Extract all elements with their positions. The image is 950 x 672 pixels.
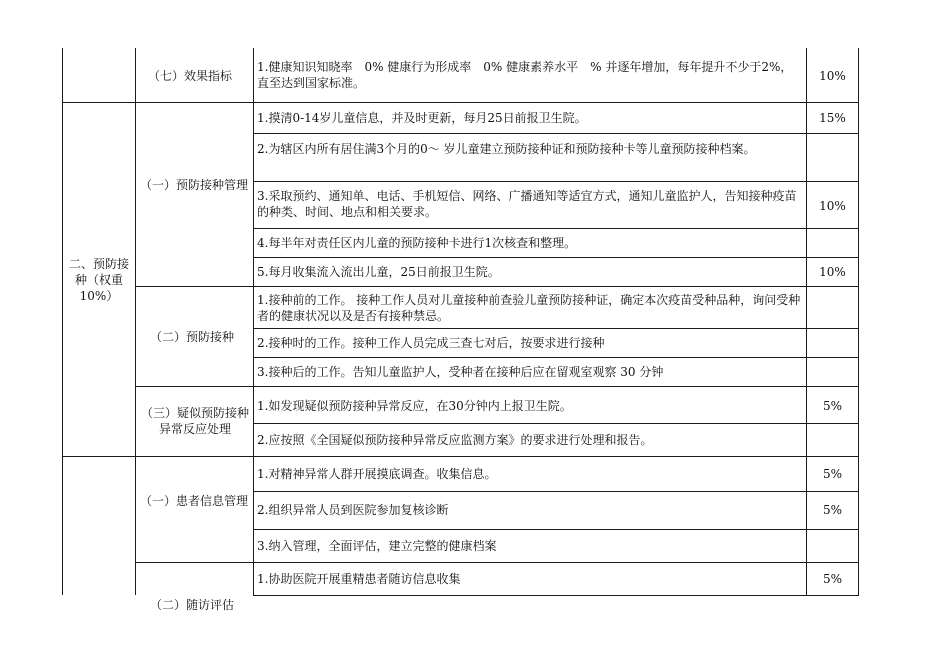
item-text: 2.接种时的工作。接种工作人员完成三查七对后，按要求进行接种 (257, 336, 605, 350)
col-line-right (858, 48, 859, 595)
item-text: 3.采取预约、通知单、电话、手机短信、网络、广播通知等适宜方式，通知儿童监护人，告知接种疫苗的种类、时间、地点和相关要求。 (257, 189, 797, 219)
sub-category-followup: （二）随访评估 (150, 598, 235, 612)
weight-value: 5% (822, 572, 843, 586)
row-line (253, 328, 859, 329)
item-text: 1.如发现疑似预防接种异常反应，在30分钟内上报卫生院。 (257, 399, 572, 413)
main-category-vaccination: 二、预防接种（权重10%） (68, 257, 129, 303)
item-text: 1.摸清0-14岁儿童信息，并及时更新，每月25日前报卫生院。 (257, 111, 587, 125)
item-text: 1.接种前的工作。 接种工作人员对儿童接种前查验儿童预防接种证，确定本次疫苗受种品种，询问受种者的健康状况以及是否有接种禁忌。 (257, 293, 801, 323)
sub-category-effect: （七）效果指标 (148, 69, 233, 83)
item-text: 3.纳入管理，全面评估，建立完整的健康档案 (257, 539, 497, 553)
row-line (253, 491, 859, 492)
sub-category-patient-info: （一）患者信息管理 (139, 494, 248, 508)
item-text: 3.接种后的工作。告知儿童监护人，受种者在接种后应在留观室观察 30 分钟 (257, 365, 664, 379)
sub-category-vaccination-management: （一）预防接种管理 (139, 178, 248, 192)
item-text: 2.组织异常人员到医院参加复核诊断 (257, 503, 449, 517)
row-line (253, 357, 859, 358)
row-line (253, 423, 859, 424)
item-text: 1.协助医院开展重精患者随访信息收集 (257, 572, 461, 586)
row-line (62, 102, 859, 103)
row-line (253, 529, 859, 530)
row-line (253, 228, 859, 229)
row-line (62, 456, 859, 457)
row-line (135, 286, 859, 287)
weight-value: 5% (822, 503, 843, 517)
item-text: 2.为辖区内所有居住满3个月的0～ 岁儿童建立预防接种证和预防接种卡等儿童预防接种档案。 (257, 142, 756, 156)
weight-value: 10% (819, 265, 846, 279)
row-line (253, 181, 859, 182)
item-text: 1.对精神异常人群开展摸底调查。收集信息。 (257, 467, 497, 481)
item-text: 2.应按照《全国疑似预防接种异常反应监测方案》的要求进行处理和报告。 (257, 433, 653, 447)
row-line (253, 257, 859, 258)
row-line (135, 386, 859, 387)
col-line-left (62, 48, 63, 595)
item-text: 1.健康知识知晓率 0% 健康行为形成率 0% 健康素养水平 % 并逐年增加，每年提升不少于2%，直至达到国家标准。 (257, 60, 793, 90)
weight-value: 10% (819, 69, 846, 83)
row-line (135, 562, 859, 563)
weight-value: 5% (822, 399, 843, 413)
item-text: 5.每月收集流入流出儿童，25日前报卫生院。 (257, 265, 500, 279)
sub-category-abnormal-reaction: （三）疑似预防接种异常反应处理 (140, 406, 249, 436)
sub-category-vaccination: （二）预防接种 (150, 330, 235, 344)
item-text: 4.每半年对责任区内儿童的预防接种卡进行1次核查和整理。 (257, 236, 577, 250)
weight-value: 15% (819, 111, 846, 125)
weight-value: 5% (822, 467, 843, 481)
weight-value: 10% (819, 199, 846, 213)
row-line (253, 595, 859, 596)
col-line-item (253, 48, 254, 595)
col-line-sub (135, 48, 136, 595)
row-line (253, 133, 859, 134)
